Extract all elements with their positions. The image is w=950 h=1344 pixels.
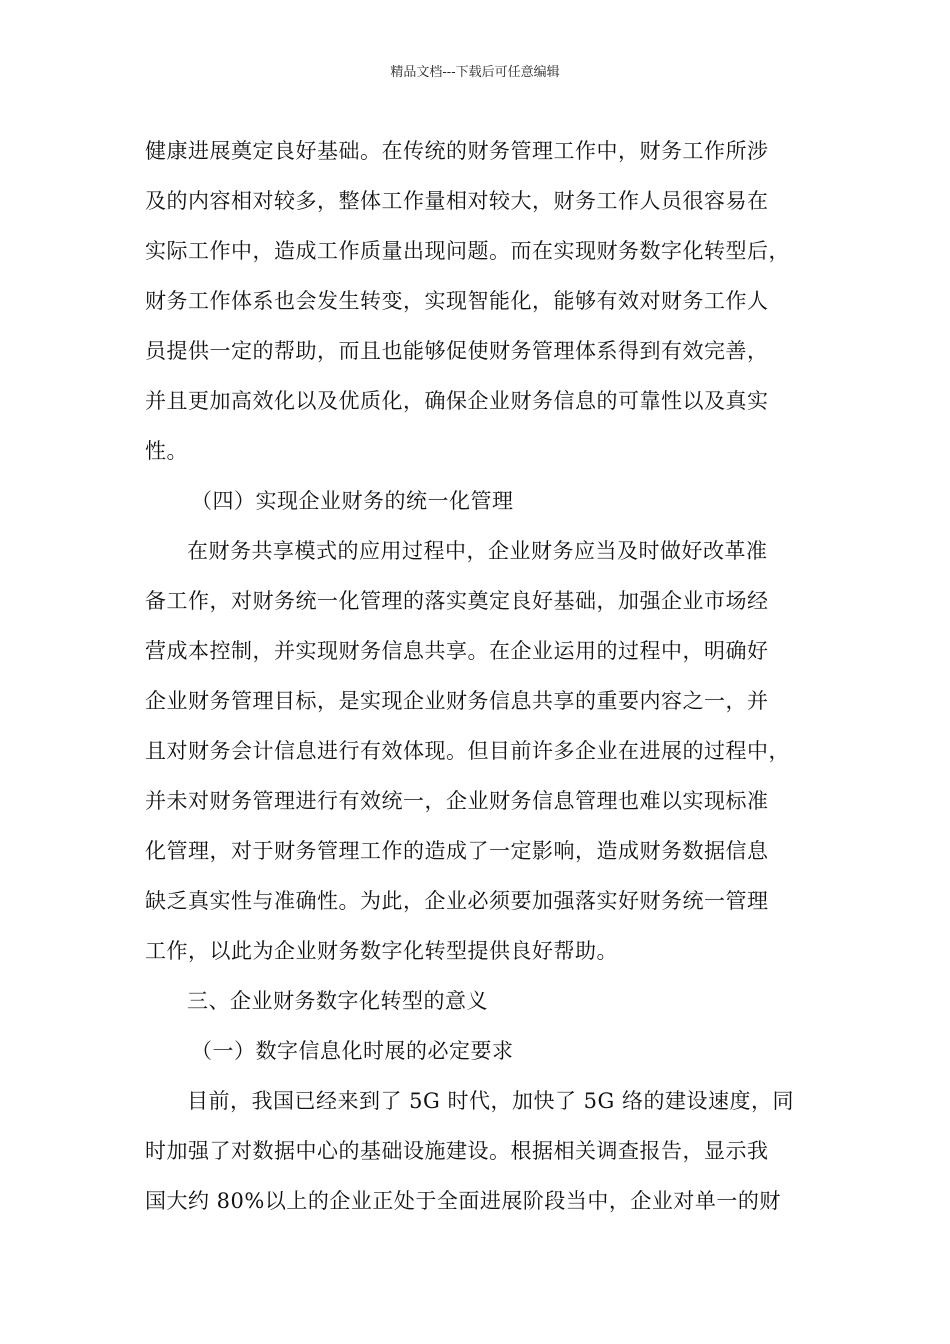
text-line: 企业财务管理目标，是实现企业财务信息共享的重要内容之一，并 [145,689,769,713]
text-line: 化管理，对于财务管理工作的造成了一定影响，造成财务数据信息 [145,839,769,863]
text-line: 国大约 80%以上的企业正处于全面进展阶段当中，企业对单一的财 [145,1189,781,1213]
page-header: 精品文档---下载后可任意编辑 [390,65,560,80]
text-line: 工作，以此为企业财务数字化转型提供良好帮助。 [145,939,618,963]
section-heading: （四）实现企业财务的统一化管理 [191,489,514,513]
text-line: 并且更加高效化以及优质化，确保企业财务信息的可靠性以及真实 [145,389,769,413]
text-line: 且对财务会计信息进行有效体现。但目前许多企业在进展的过程中， [145,739,790,763]
text-line: 并未对财务管理进行有效统一，企业财务信息管理也难以实现标准 [145,789,769,813]
text-line: 目前，我国已经来到了 5G 时代，加快了 5G 络的建设速度，同 [187,1089,794,1113]
text-line: 员提供一定的帮助，而且也能够促使财务管理体系得到有效完善， [145,339,769,363]
text-line: 及的内容相对较多，整体工作量相对较大，财务工作人员很容易在 [145,189,769,213]
text-line: 营成本控制，并实现财务信息共享。在企业运用的过程中，明确好 [145,639,769,663]
text-line: 缺乏真实性与准确性。为此，企业必须要加强落实好财务统一管理 [145,889,769,913]
document-body [145,126,825,1226]
text-line: 在财务共享模式的应用过程中，企业财务应当及时做好改革准 [187,539,768,563]
text-line: 备工作，对财务统一化管理的落实奠定良好基础，加强企业市场经 [145,589,769,613]
text-line: 性。 [145,439,188,463]
section-heading: （一）数字信息化时展的必定要求 [191,1039,514,1063]
text-line: 财务工作体系也会发生转变，实现智能化，能够有效对财务工作人 [145,289,769,313]
text-line: 时加强了对数据中心的基础设施建设。根据相关调查报告，显示我 [145,1139,769,1163]
text-line: 健康进展奠定良好基础。在传统的财务管理工作中，财务工作所涉 [145,139,769,163]
text-line: 实际工作中，造成工作质量出现问题。而在实现财务数字化转型后， [145,239,790,263]
chapter-heading: 三、企业财务数字化转型的意义 [187,989,488,1013]
